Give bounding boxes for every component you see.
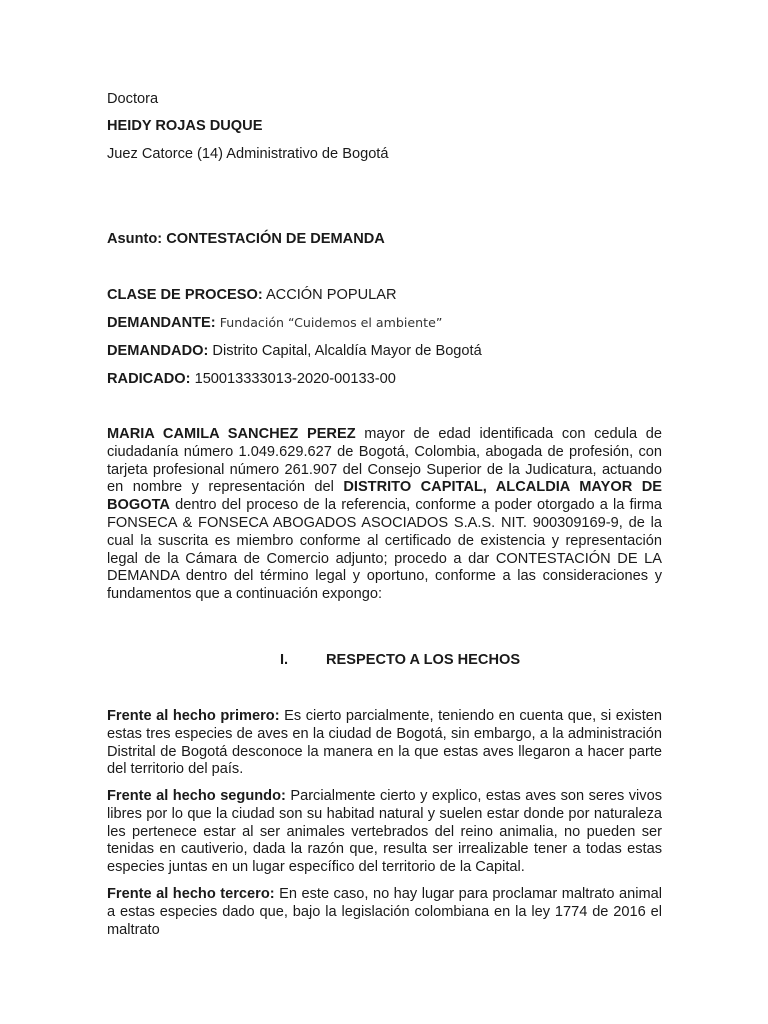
section-title: RESPECTO A LOS HECHOS <box>326 652 521 668</box>
demandado-line <box>107 342 482 360</box>
represented-entity: DISTRITO CAPITAL, ALCALDIA MAYOR DE BOGOTA <box>107 479 662 514</box>
fact-label: Frente al hecho primero: <box>107 708 280 724</box>
demandante-line <box>107 314 442 332</box>
intro-paragraph <box>107 426 662 604</box>
section-number: I. <box>280 652 289 668</box>
fact-paragraph-2 <box>107 788 662 877</box>
salutation: Doctora <box>107 91 159 107</box>
fact-text: En este caso, no hay lugar para proclamar maltrato animal a estas especies dado que, bajo la legislación colombiana en la ley 1774 de 2016 el maltrato <box>107 886 662 938</box>
demandado-label: DEMANDADO: <box>107 343 209 359</box>
judge-name: HEIDY ROJAS DUQUE <box>107 118 263 134</box>
radicado-value: 150013333013-2020-00133-00 <box>194 371 396 387</box>
intro-text-1: mayor de edad identificada con cedula de ciudadanía número 1.049.629.627 de Bogotá, Colombia, abogada de profesión, con tarjeta profesional número 261.907 del Consejo Superior de la Judicatura, actuando en nombre y representación del <box>107 426 662 496</box>
lawyer-name: MARIA CAMILA SANCHEZ PEREZ <box>107 426 356 442</box>
fact-paragraph-1 <box>107 708 662 779</box>
demandante-value: Fundación “Cuidemos el ambiente” <box>219 315 443 330</box>
radicado-label: RADICADO: <box>107 371 191 387</box>
subject-line <box>107 230 385 248</box>
demandante-label: DEMANDANTE: <box>107 315 216 331</box>
clase-proceso-line <box>107 286 397 304</box>
clase-proceso-value: ACCIÓN POPULAR <box>265 287 397 303</box>
radicado-line <box>107 370 396 388</box>
judge-title: Juez Catorce (14) Administrativo de Bogotá <box>107 146 389 162</box>
intro-text-2: dentro del proceso de la referencia, conforme a poder otorgado a la firma FONSECA & FONSECA ABOGADOS ASOCIADOS S.A.S. NIT. 900309169-9, de la cual la suscrita es miembro conforme al certificado de existencia y representación legal de la Cámara de Comercio adjunto; procedo a dar CONTESTACIÓN DE LA DEMANDA dentro del término legal y oportuno, conforme a las consideraciones y fundamentos que a continuación expongo: <box>107 497 662 603</box>
fact-label: Frente al hecho segundo: <box>107 788 286 804</box>
clase-proceso-label: CLASE DE PROCESO: <box>107 287 263 303</box>
fact-text: Parcialmente cierto y explico, estas aves son seres vivos libres por lo que la ciudad son su habitad natural y suelen estar donde por naturaleza les pertenece estar al ser animales vertebrados del reino animalia, no pueden ser tenidas en cautiverio, dada la razón que, resulta ser irrealizable tener a todas estas especies juntas en un lugar específico del territorio de la Capital. <box>107 788 662 876</box>
fact-paragraph-3 <box>107 886 662 939</box>
demandado-value: Distrito Capital, Alcaldía Mayor de Bogotá <box>212 343 482 359</box>
subject-value: CONTESTACIÓN DE DEMANDA <box>166 231 385 247</box>
fact-text: Es cierto parcialmente, teniendo en cuenta que, si existen estas tres especies de aves en la ciudad de Bogotá, sin embargo, a la administración Distrital de Bogotá desconoce la manera en la que estas aves llegaron a hacer parte del territorio del país. <box>107 708 663 778</box>
subject-label: Asunto: <box>107 231 163 247</box>
fact-label: Frente al hecho tercero: <box>107 886 275 902</box>
